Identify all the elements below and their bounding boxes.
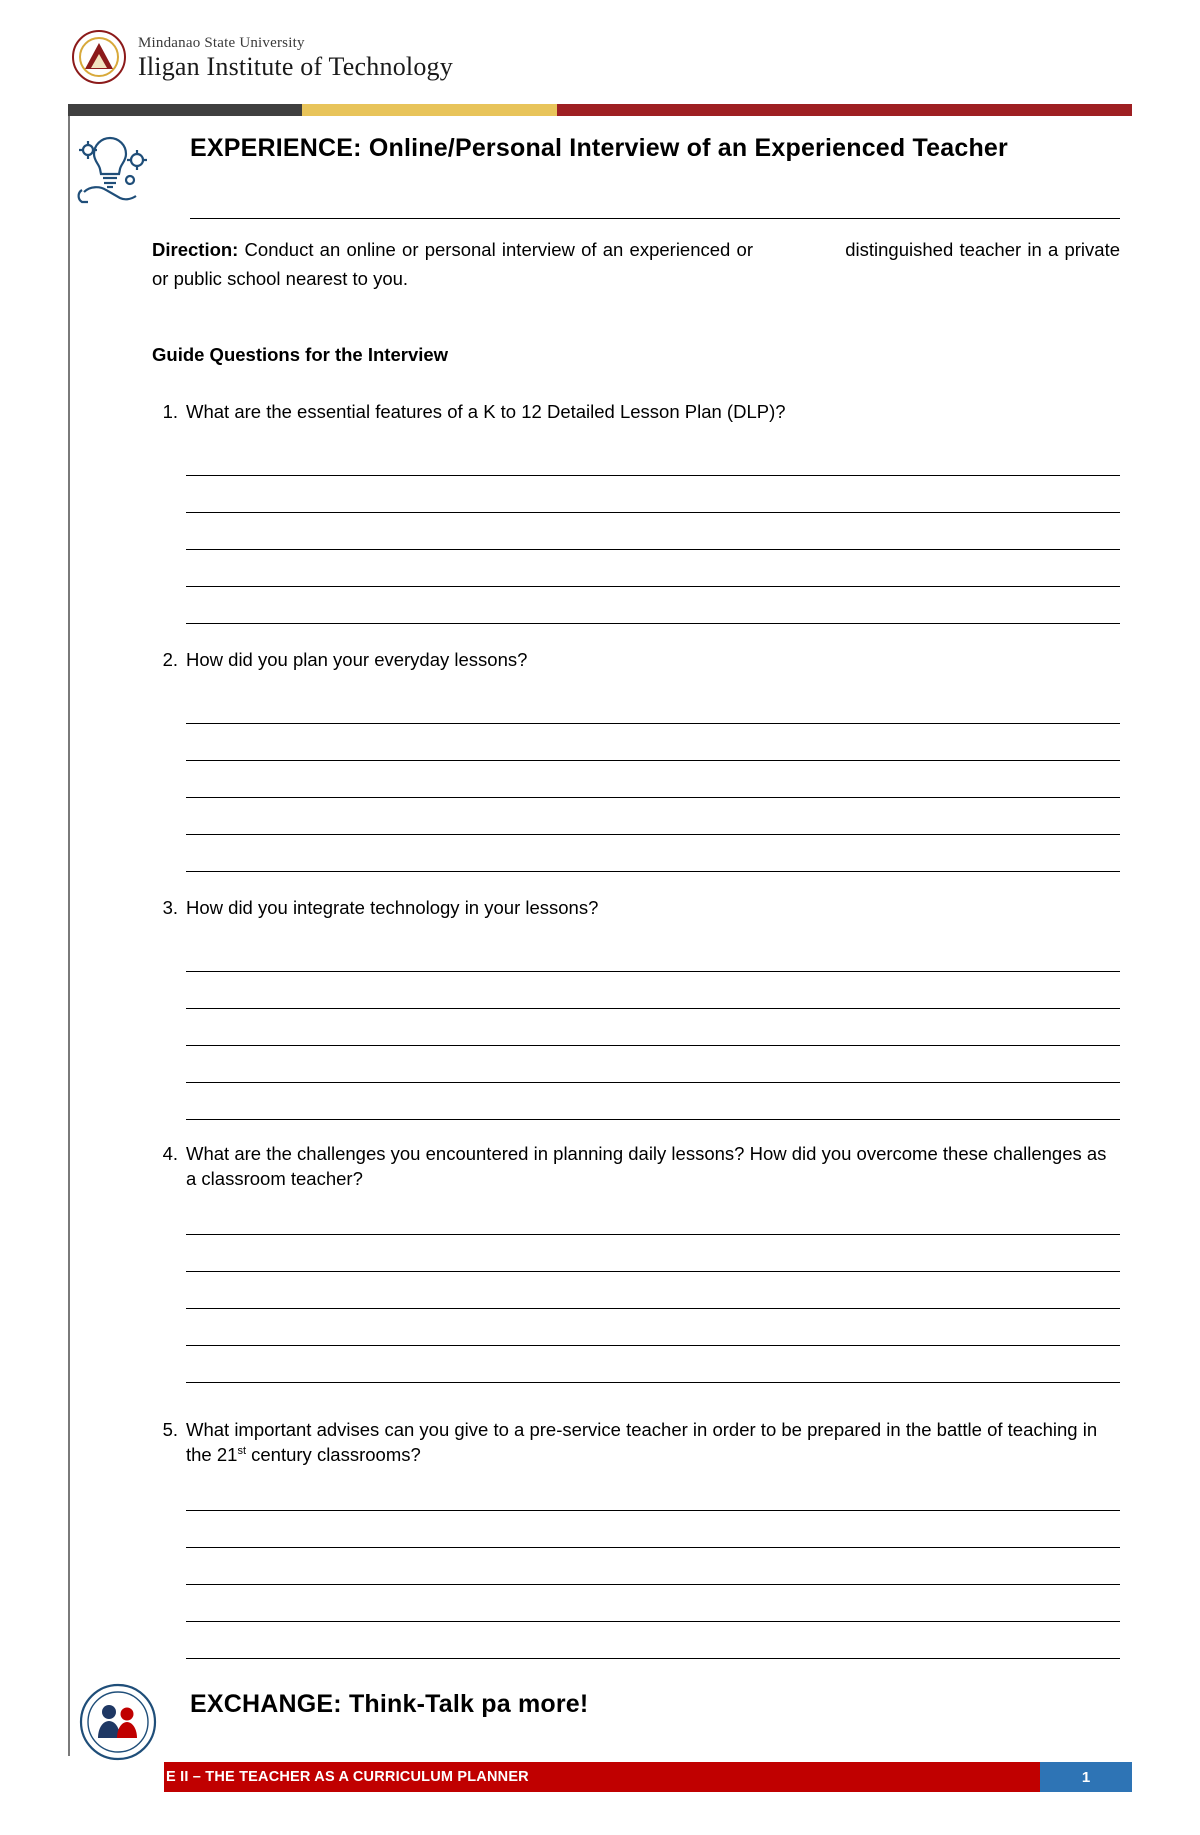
- direction-label: Direction:: [152, 239, 239, 260]
- left-margin-rule: [68, 116, 70, 1756]
- answer-line[interactable]: [186, 687, 1120, 724]
- question-block-3: [152, 896, 1120, 1120]
- question-block-4: [152, 1142, 1120, 1383]
- university-seal-icon: [72, 30, 128, 86]
- university-name: Mindanao State University: [138, 34, 305, 51]
- question-number: 3.: [162, 897, 178, 918]
- footer-label: E II – THE TEACHER AS A CURRICULUM PLANNER: [166, 1769, 529, 1785]
- answer-line[interactable]: [186, 1309, 1120, 1346]
- answer-lines[interactable]: [186, 687, 1120, 872]
- title-divider: [190, 218, 1120, 219]
- question-text: How did you plan your everyday lessons?: [186, 649, 528, 670]
- answer-line[interactable]: [186, 513, 1120, 550]
- page-title: EXPERIENCE: Online/Personal Interview of an Experienced Teacher: [190, 134, 1008, 162]
- question-block-1: [152, 400, 1120, 624]
- answer-lines[interactable]: [186, 935, 1120, 1120]
- footer-left-mask: [68, 1762, 164, 1792]
- direction-text-part1: Conduct an online or personal interview of an experienced or: [238, 239, 754, 260]
- question-text: [186, 1418, 1120, 1468]
- question-number: 5.: [162, 1419, 178, 1440]
- direction-text-part2: distinguished teacher in a private or public school nearest to you.: [152, 239, 1121, 289]
- answer-lines[interactable]: [186, 1198, 1120, 1383]
- answer-line[interactable]: [186, 1622, 1120, 1659]
- answer-line[interactable]: [186, 761, 1120, 798]
- answer-line[interactable]: [186, 587, 1120, 624]
- answer-line[interactable]: [186, 1272, 1120, 1309]
- answer-lines[interactable]: [186, 1474, 1120, 1659]
- answer-line[interactable]: [186, 724, 1120, 761]
- answer-line[interactable]: [186, 798, 1120, 835]
- institute-name: Iligan Institute of Technology: [138, 51, 453, 81]
- answer-line[interactable]: [186, 439, 1120, 476]
- answer-line[interactable]: [186, 1235, 1120, 1272]
- question-row: [152, 1418, 1120, 1468]
- question-number: 1.: [162, 401, 178, 422]
- question-number: 2.: [162, 649, 178, 670]
- question-row: [152, 896, 1120, 921]
- answer-line[interactable]: [186, 1474, 1120, 1511]
- answer-line[interactable]: [186, 1009, 1120, 1046]
- page-number-badge: 1: [1040, 1762, 1132, 1792]
- answer-line[interactable]: [186, 1585, 1120, 1622]
- two-people-conversation-icon: [78, 1682, 158, 1762]
- question-text: How did you integrate technology in your lessons?: [186, 897, 599, 918]
- question-text-tail: century classrooms?: [246, 1443, 421, 1465]
- color-bar-red-segment: [557, 104, 1132, 116]
- exchange-title: EXCHANGE: Think-Talk pa more!: [190, 1690, 589, 1718]
- letterhead-text: [138, 36, 453, 80]
- answer-line[interactable]: [186, 1198, 1120, 1235]
- answer-line[interactable]: [186, 1083, 1120, 1120]
- color-bar-gold-segment: [302, 104, 557, 116]
- question-number: 4.: [162, 1143, 178, 1164]
- question-text-main: What important advises can you give to a pre-service teacher in order to be prepared in the battle of teaching in the 21: [186, 1419, 1098, 1465]
- header-color-bar: [68, 104, 1132, 116]
- answer-line[interactable]: [186, 1548, 1120, 1585]
- answer-line[interactable]: [186, 1511, 1120, 1548]
- answer-line[interactable]: [186, 935, 1120, 972]
- color-bar-dark-segment: [68, 104, 302, 116]
- guide-questions-heading: Guide Questions for the Interview: [152, 344, 449, 365]
- question-block-5: [152, 1418, 1120, 1659]
- answer-line[interactable]: [186, 835, 1120, 872]
- answer-line[interactable]: [186, 1046, 1120, 1083]
- answer-lines[interactable]: [186, 439, 1120, 624]
- answer-line[interactable]: [186, 476, 1120, 513]
- page-footer: [68, 1762, 1132, 1792]
- question-row: [152, 648, 1120, 673]
- question-row: [152, 1142, 1120, 1192]
- answer-line[interactable]: [186, 550, 1120, 587]
- answer-line[interactable]: [186, 972, 1120, 1009]
- lightbulb-in-hand-icon: [74, 126, 166, 212]
- answer-line[interactable]: [186, 1346, 1120, 1383]
- question-text: What are the essential features of a K to 12 Detailed Lesson Plan (DLP)?: [186, 401, 786, 422]
- direction-paragraph: [152, 236, 1120, 293]
- question-block-2: [152, 648, 1120, 872]
- question-row: [152, 400, 1120, 425]
- question-text: What are the challenges you encountered in planning daily lessons? How did you overcome these challenges as a classroom teacher?: [186, 1143, 1107, 1189]
- question-text-superscript: st: [237, 1444, 246, 1457]
- letterhead: [72, 30, 453, 86]
